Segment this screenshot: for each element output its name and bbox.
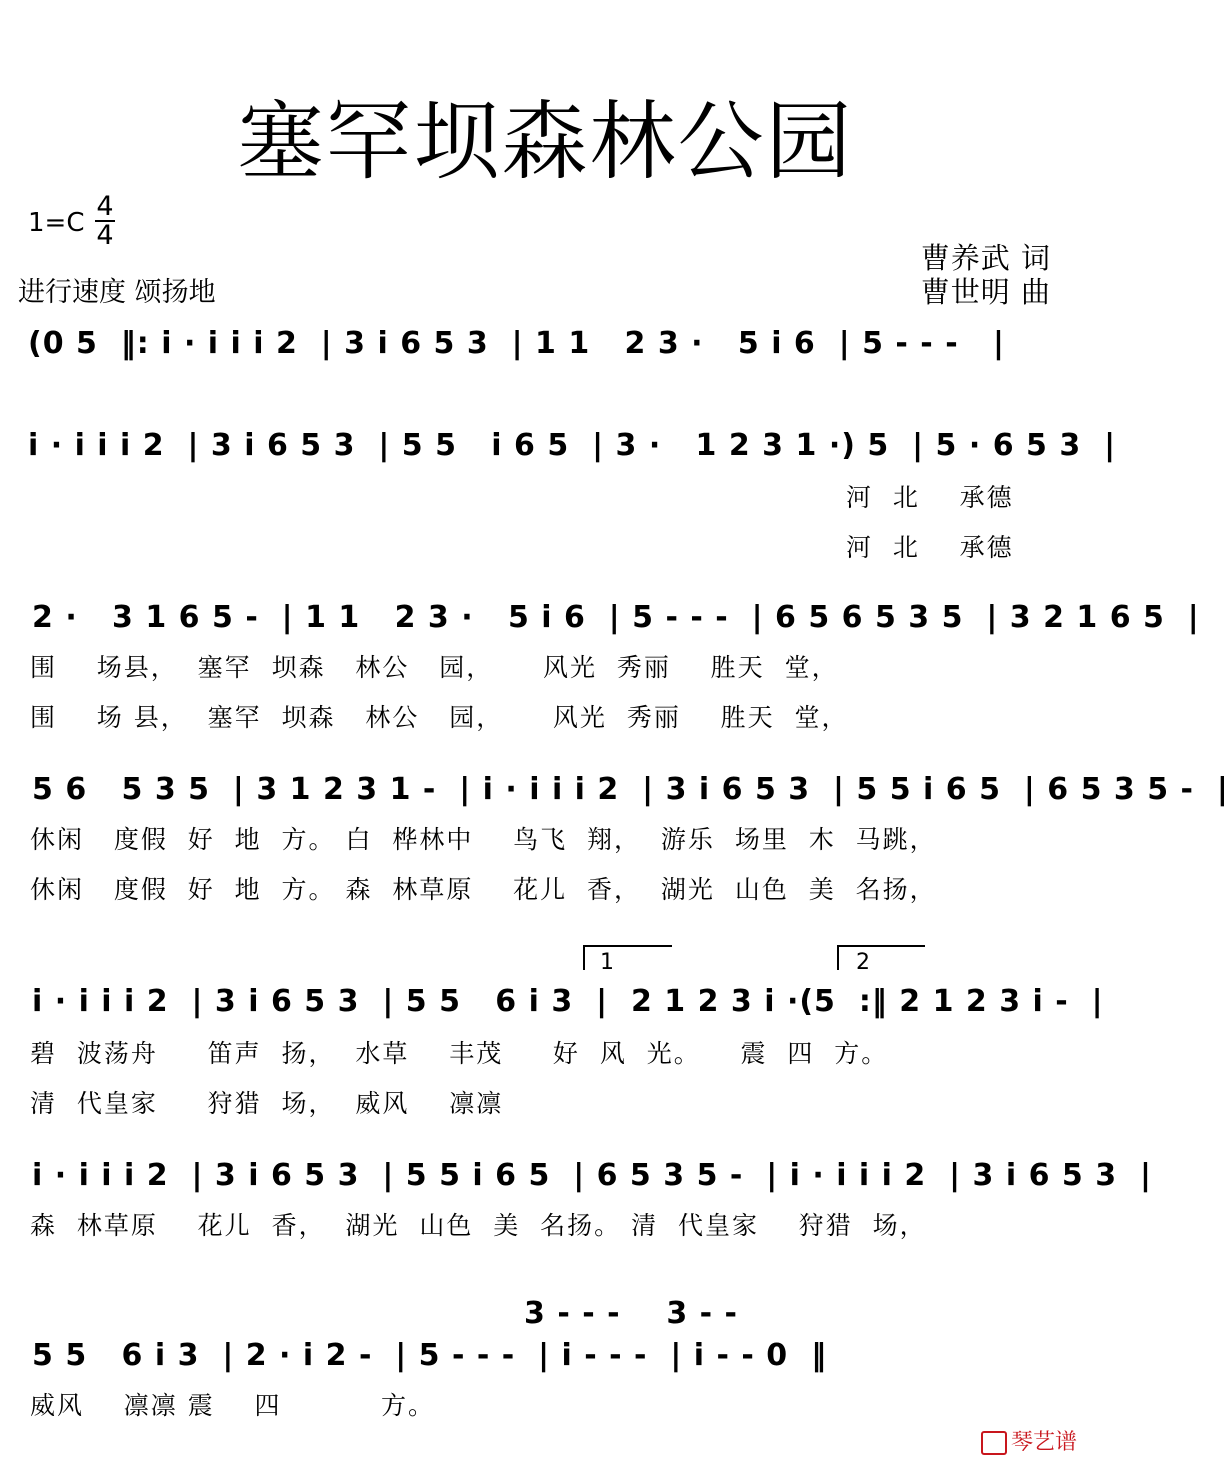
composer-credit: 曹世明 曲 xyxy=(920,275,1051,309)
tempo-marking: 进行速度 颂扬地 xyxy=(18,277,216,308)
lyric-line-1: 围 场县， 塞罕 坝森 林公 园， 风光 秀丽 胜天 堂， xyxy=(30,653,839,682)
notation-line: 5 6 5 3 5 | 3 1 2 3 1 - | i · i i i 2 | 3 i 6 5 3 | 5 5 i 6 5 | 6 5 3 5 - | xyxy=(32,772,1229,807)
lyric-line-1: 休闲 度假 好 地 方。 白 桦林中 鸟飞 翔， 游乐 场里 木 马跳， xyxy=(30,825,937,854)
notation-line: 2 · 3 1 6 5 - | 1 1 2 3 · 5 i 6 | 5 - - - | 6 5 6 5 3 5 | 3 2 1 6 5 | xyxy=(32,600,1200,635)
upper-voice-line: 3 - - - 3 - - xyxy=(524,1296,739,1331)
logo-icon xyxy=(981,1431,1007,1455)
site-watermark: 琴艺谱 xyxy=(981,1425,1077,1456)
notation-line: i · i i i 2 | 3 i 6 5 3 | 5 5 i 6 5 | 6 5 3 5 - | i · i i i 2 | 3 i 6 5 3 | xyxy=(32,1158,1152,1193)
lyric-line-2: 围 场 县， 塞罕 坝森 林公 园， 风光 秀丽 胜天 堂， xyxy=(30,703,849,732)
volta-2-label: 2 xyxy=(856,950,872,975)
key-signature: 1=C xyxy=(28,208,85,238)
lyric-line-2: 休闲 度假 好 地 方。 森 林草原 花儿 香， 湖光 山色 美 名扬， xyxy=(30,875,937,904)
notation-line: i · i i i 2 | 3 i 6 5 3 | 5 5 i 6 5 | 3 · 1 2 3 1 ·) 5 | 5 · 6 5 3 | xyxy=(28,428,1117,463)
notation-line: i · i i i 2 | 3 i 6 5 3 | 5 5 6 i 3 | 2 1 2 3 i ·(5 :‖ 2 1 2 3 i - | xyxy=(32,984,1104,1019)
lyric-line-1: 碧 波荡舟 笛声 扬， 水草 丰茂 好 风 光。 震 四 方。 xyxy=(30,1039,889,1068)
lyric-line-2: 河 北 承德 xyxy=(846,533,1014,562)
time-signature: 4 4 xyxy=(96,191,114,251)
song-title: 塞罕坝森林公园 xyxy=(237,92,854,192)
lyric-line-1: 威风 凛凛 震 四 方。 xyxy=(30,1391,435,1420)
lyric-line-1: 河 北 承德 xyxy=(846,483,1014,512)
lyricist-credit: 曹养武 词 xyxy=(920,241,1051,275)
lyric-line-1: 森 林草原 花儿 香， 湖光 山色 美 名扬。 清 代皇家 狩猎 场， xyxy=(30,1211,927,1240)
notation-line: 5 5 6 i 3 | 2 · i 2 - | 5 - - - | i - - - | i - - 0 ‖ xyxy=(32,1338,828,1373)
volta-1-label: 1 xyxy=(600,950,616,975)
volta-brackets xyxy=(0,944,1091,974)
notation-line: (0 5 ‖: i · i i i 2 | 3 i 6 5 3 | 1 1 2 3 · 5 i 6 | 5 - - - | xyxy=(28,326,1005,361)
lyric-line-2: 清 代皇家 狩猎 场， 威风 凛凛 xyxy=(30,1089,504,1118)
